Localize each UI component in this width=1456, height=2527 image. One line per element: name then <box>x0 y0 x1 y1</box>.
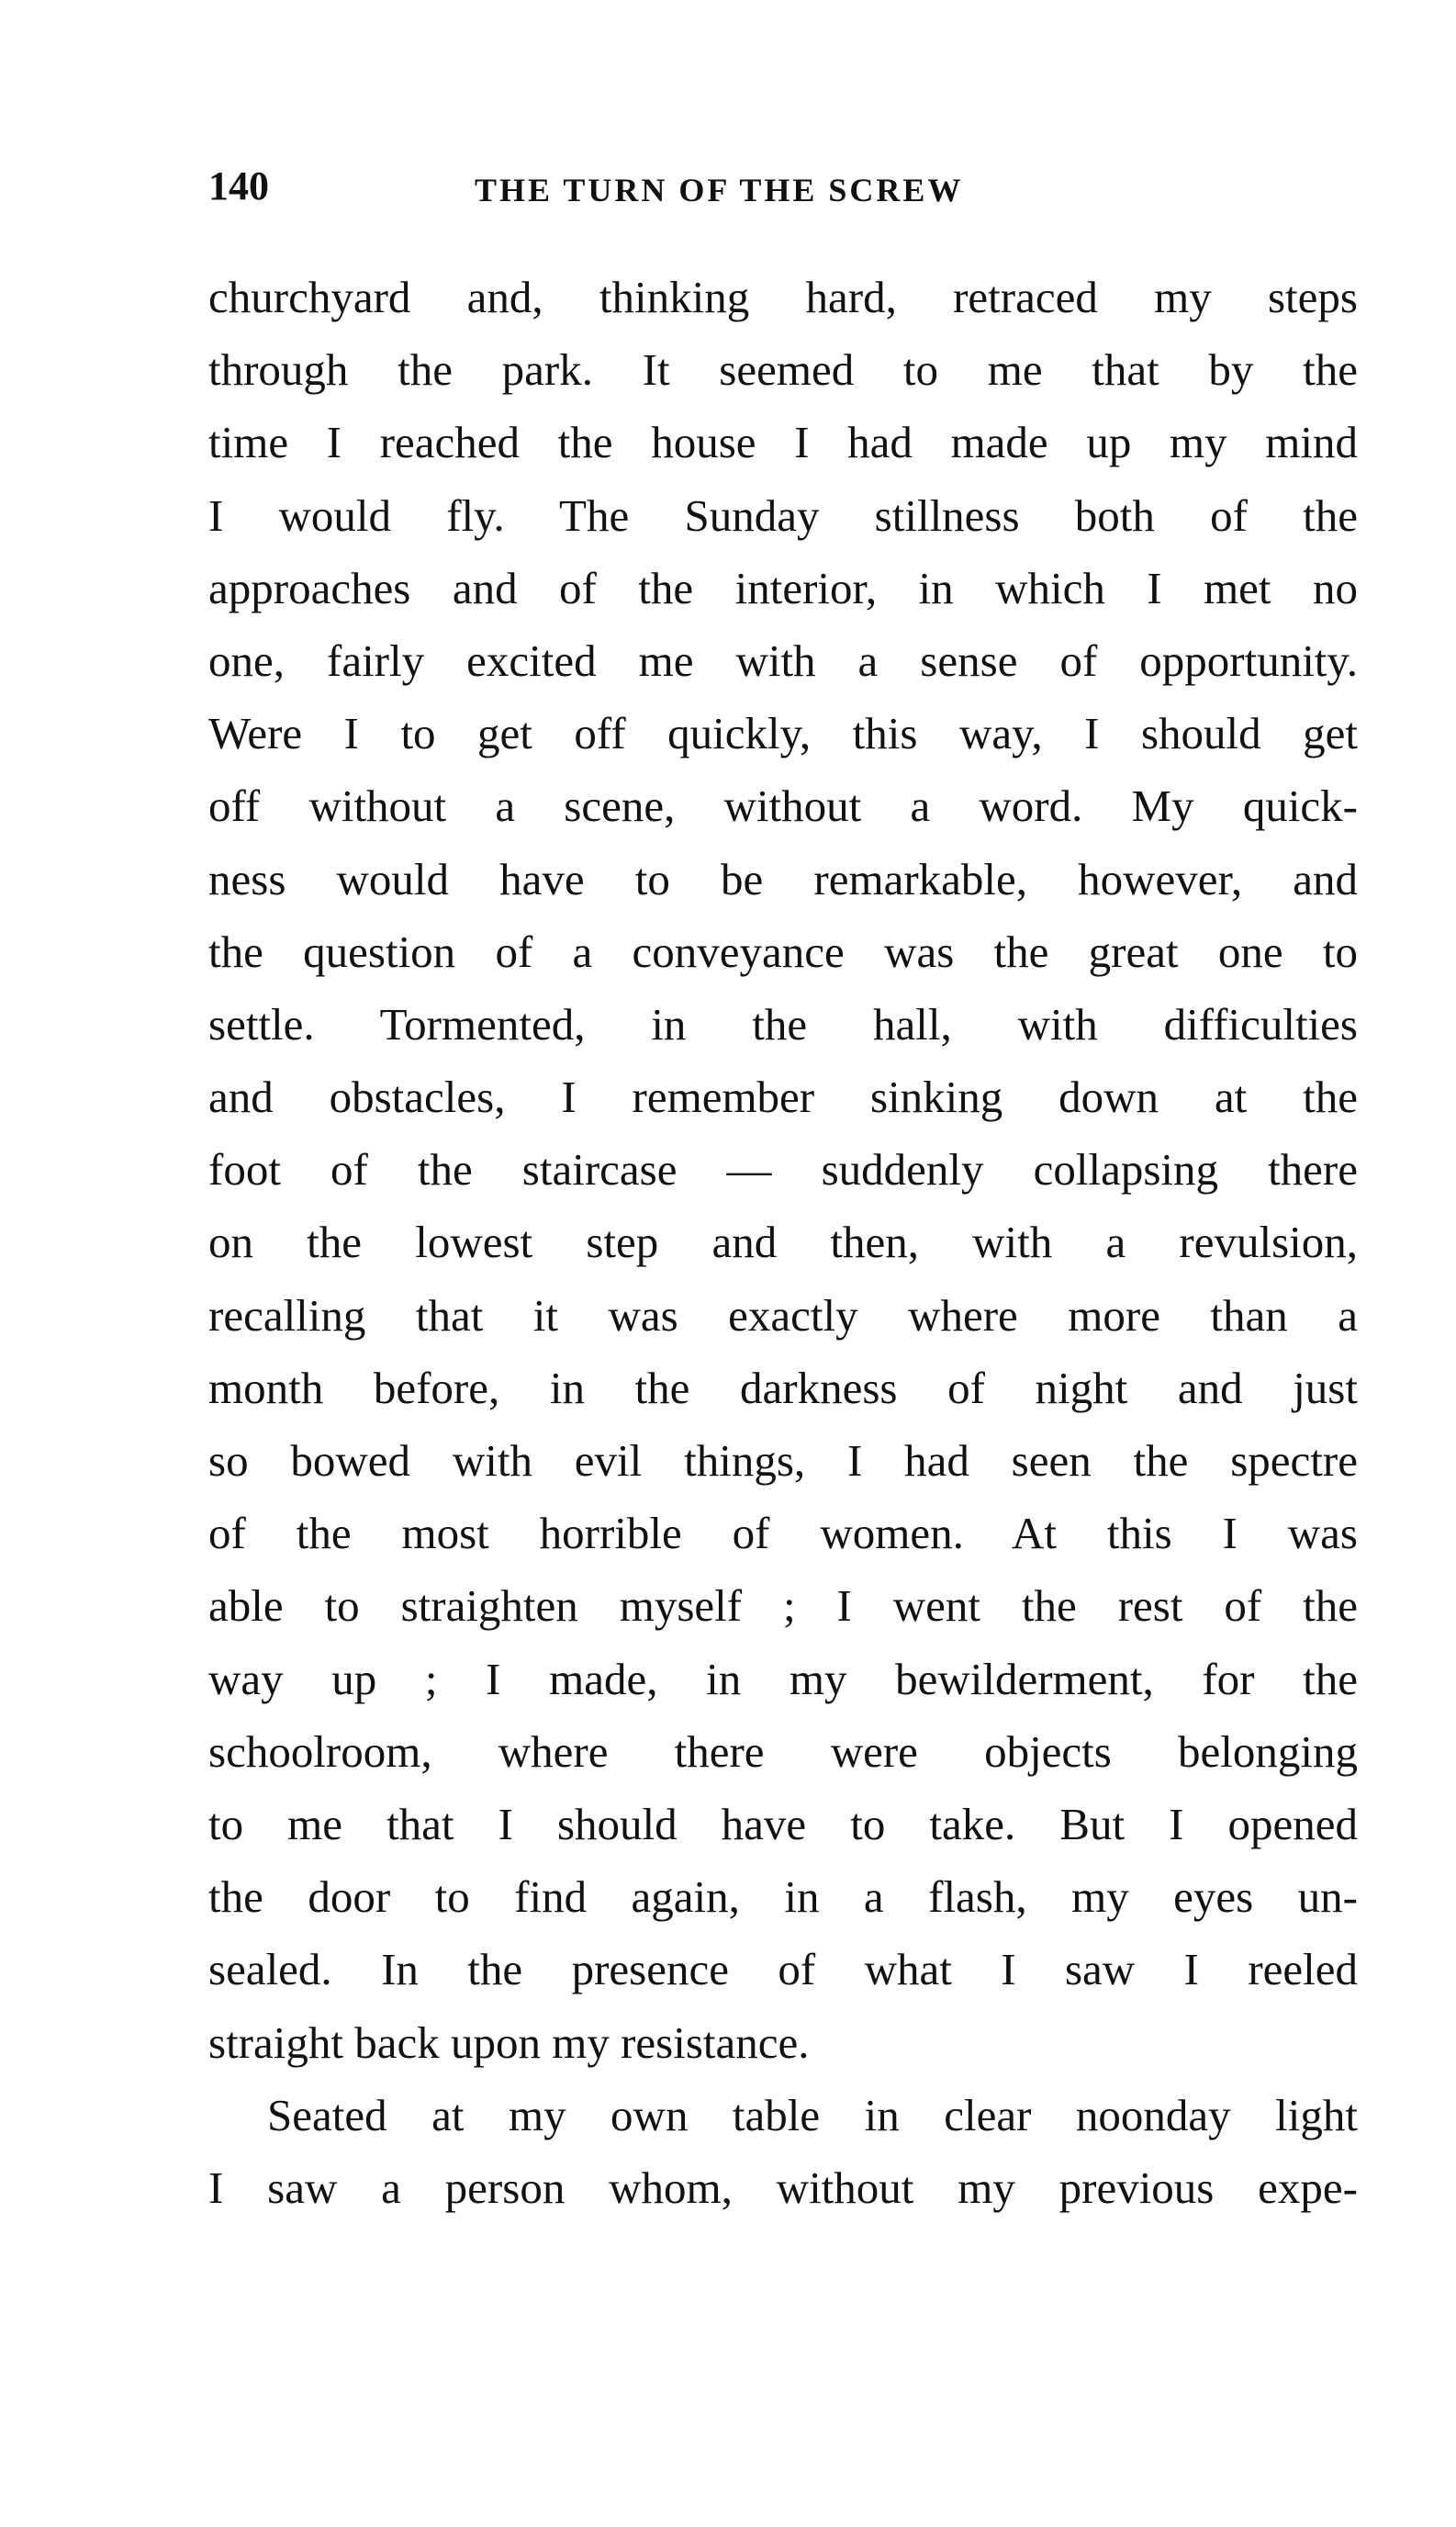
text-line: on the lowest step and then, with a revulsion, <box>208 1217 1358 1268</box>
text-line: approaches and of the interior, in which I met no <box>208 562 1358 613</box>
running-head <box>208 154 1365 219</box>
text-line: off without a scene, without a word. My quick- <box>208 781 1358 832</box>
paragraph <box>208 2079 1358 2224</box>
text-line: settle. Tormented, in the hall, with difficulties <box>208 998 1358 1050</box>
text-line: through the park. It seemed to me that by the <box>208 344 1358 396</box>
text-line: able to straighten myself ; I went the rest of the <box>208 1580 1358 1632</box>
text-line: foot of the staircase — suddenly collapsing there <box>208 1144 1358 1196</box>
text-line: recalling that it was exactly where more than a <box>208 1289 1358 1341</box>
text-line: one, fairly excited me with a sense of opportunity. <box>208 635 1358 686</box>
text-line: Seated at my own table in clear noonday light <box>267 2089 1358 2140</box>
page-number: 140 <box>208 163 269 208</box>
text-line: schoolroom, where there were objects belonging <box>208 1725 1358 1777</box>
text-line: month before, in the darkness of night and just <box>208 1362 1358 1413</box>
text-line: the question of a conveyance was the great one to <box>208 926 1358 977</box>
text-line: the door to find again, in a flash, my eyes un- <box>208 1871 1358 1923</box>
text-line: and obstacles, I remember sinking down at the <box>208 1072 1358 1123</box>
text-line: so bowed with evil things, I had seen the spectre <box>208 1435 1358 1486</box>
text-line: of the most horrible of women. At this I was <box>208 1508 1358 1559</box>
text-line: to me that I should have to take. But I opened <box>208 1798 1358 1849</box>
text-line: I would fly. The Sunday stillness both of the <box>208 489 1358 541</box>
paragraph <box>208 261 1358 2079</box>
text-line: ness would have to be remarkable, however, and <box>208 853 1358 904</box>
text-line: churchyard and, thinking hard, retraced my steps <box>208 272 1358 322</box>
running-title: THE TURN OF THE SCREW <box>475 172 964 208</box>
text-line: I saw a person whom, without my previous expe- <box>208 2162 1358 2213</box>
text-line: Were I to get off quickly, this way, I should get <box>208 708 1358 759</box>
body-text <box>208 261 1358 2224</box>
text-line: time I reached the house I had made up my mind <box>208 417 1358 468</box>
text-line: way up ; I made, in my bewilderment, for the <box>208 1653 1358 1704</box>
text-line: straight back upon my resistance. <box>208 2016 810 2068</box>
text-line: sealed. In the presence of what I saw I reeled <box>208 1944 1358 1995</box>
